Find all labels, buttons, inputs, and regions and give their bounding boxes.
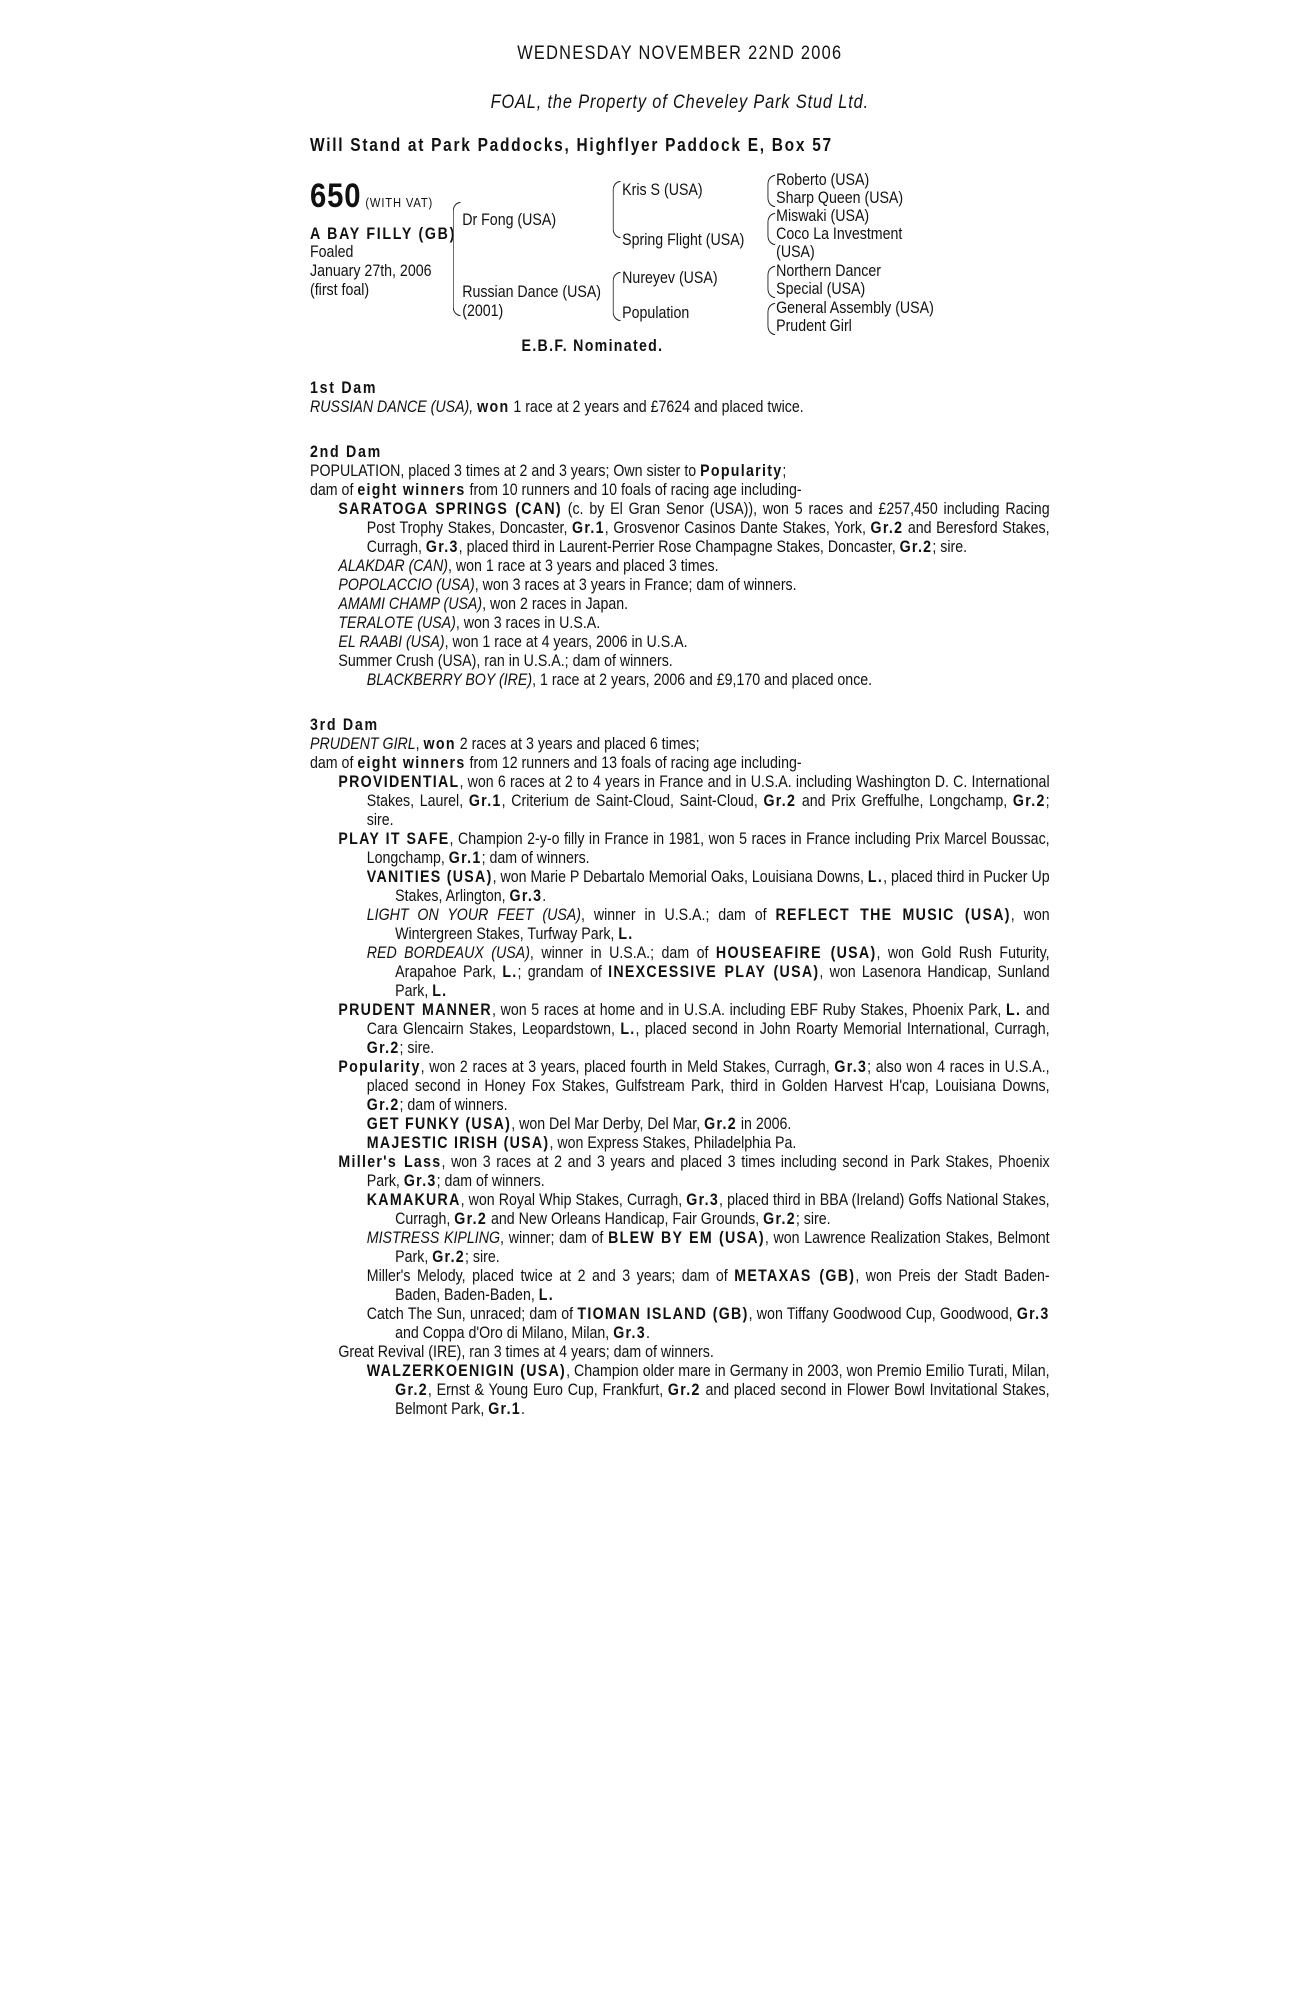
entry-el-raabi: EL RAABI (USA), won 1 race at 4 years, 2006 in U.S.A. <box>338 633 688 651</box>
entry-walzerkoenigin: WALZERKOENIGIN (USA), Champion older mare in Germany in 2003, won Premio Emilio Turati, Milan, Gr.2, Ernst & Young Euro Cup, Frankfurt, Gr.2 and placed second in Flower Bowl Invitational Stakes, Belmont Park, Gr.1. <box>366 1362 1050 1418</box>
ancestor-1: Roberto (USA) <box>776 171 870 189</box>
brace-dam <box>613 272 621 321</box>
sire-sire: Kris S (USA) <box>622 181 703 199</box>
sale-date: WEDNESDAY NOVEMBER 22ND 2006 <box>517 43 843 64</box>
entry-millers-melody: Miller's Melody, placed twice at 2 and 3 years; dam of METAXAS (GB), won Preis der Stadt Baden-Baden, Baden-Baden, L. <box>366 1267 1050 1304</box>
ancestor-5: Northern Dancer <box>776 262 882 280</box>
entry-get-funky: GET FUNKY (USA), won Del Mar Derby, Del Mar, Gr.2 in 2006. <box>366 1115 792 1133</box>
lot-description: A BAY FILLY (GB) <box>310 225 457 243</box>
vat-label: (WITH VAT) <box>365 195 434 210</box>
entry-saratoga-springs: SARATOGA SPRINGS (CAN) (c. by El Gran Senor (USA)), won 5 races and £257,450 including Racing Post Trophy Stakes, Doncaster, Gr.1, Grosvenor Casinos Dante Stakes, York, Gr.2 and Beresford Stakes, Curragh, Gr.3, placed third in Laurent-Perrier Rose Champagne Stakes, Doncaster, Gr.2; sire. <box>338 500 1050 556</box>
ancestor-4-origin: (USA) <box>776 243 815 261</box>
ancestor-2: Sharp Queen (USA) <box>776 189 904 207</box>
ancestor-6: Special (USA) <box>776 280 866 298</box>
entry-amami-champ: AMAMI CHAMP (USA), won 2 races in Japan. <box>338 595 629 613</box>
foaled-date: January 27th, 2006 <box>310 262 432 280</box>
sire-name: Dr Fong (USA) <box>462 211 557 229</box>
foaled-label: Foaled <box>310 243 354 261</box>
second-dam-line-1: POPULATION, placed 3 times at 2 and 3 years; Own sister to Popularity; <box>310 462 787 480</box>
entry-light-on-your-feet: LIGHT ON YOUR FEET (USA), winner in U.S.A.; dam of REFLECT THE MUSIC (USA), won Wintergreen Stakes, Turfway Park, L. <box>366 906 1050 943</box>
foal-property-line: FOAL, the Property of Cheveley Park Stud Ltd. <box>490 92 869 113</box>
brace-lot <box>453 202 461 316</box>
sire-dam: Spring Flight (USA) <box>622 231 745 249</box>
dam-year: (2001) <box>462 302 504 320</box>
brace-g1 <box>768 175 776 207</box>
third-dam-line-2: dam of eight winners from 12 runners and 13 foals of racing age including- <box>310 754 802 772</box>
second-dam-line-2: dam of eight winners from 10 runners and 10 foals of racing age including- <box>310 481 802 499</box>
entry-millers-lass: Miller's Lass, won 3 races at 2 and 3 years and placed 3 times including second in Park Stakes, Phoenix Park, Gr.3; dam of winners. <box>338 1153 1050 1190</box>
entry-summer-crush: Summer Crush (USA), ran in U.S.A.; dam of winners. <box>338 652 673 670</box>
entry-providential: PROVIDENTIAL, won 6 races at 2 to 4 years in France and in U.S.A. including Washington D. C. International Stakes, Laurel, Gr.1, Criterium de Saint-Cloud, Saint-Cloud, Gr.2 and Prix Greffulhe, Longchamp, Gr.2; sire. <box>338 773 1050 829</box>
entry-red-bordeaux: RED BORDEAUX (USA), winner in U.S.A.; dam of HOUSEAFIRE (USA), won Gold Rush Futurity, Arapahoe Park, L.; grandam of INEXCESSIVE PLAY (USA), won Lasenora Handicap, Sunland Park, L. <box>366 944 1050 1000</box>
first-dam-text: RUSSIAN DANCE (USA), won 1 race at 2 years and £7624 and placed twice. <box>310 398 804 416</box>
foal-note: (first foal) <box>310 281 370 299</box>
dam-dam: Population <box>622 304 690 322</box>
pedigree-table <box>310 171 1050 377</box>
dam-name: Russian Dance (USA) <box>462 283 602 301</box>
third-dam-heading: 3rd Dam <box>310 716 379 734</box>
brace-g3 <box>768 266 776 298</box>
entry-majestic-irish: MAJESTIC IRISH (USA), won Express Stakes, Philadelphia Pa. <box>366 1134 797 1152</box>
ancestor-3: Miswaki (USA) <box>776 207 870 225</box>
ancestor-4: Coco La Investment <box>776 225 903 243</box>
entry-popularity: Popularity, won 2 races at 3 years, placed fourth in Meld Stakes, Curragh, Gr.3; also won 4 races in U.S.A., placed second in Honey Fox Stakes, Gulfstream Park, third in Golden Harvest H'cap, Louisiana Downs, Gr.2; dam of winners. <box>338 1058 1050 1114</box>
third-dam-line-1: PRUDENT GIRL, won 2 races at 3 years and placed 6 times; <box>310 735 700 753</box>
entry-kamakura: KAMAKURA, won Royal Whip Stakes, Curragh, Gr.3, placed third in BBA (Ireland) Goffs National Stakes, Curragh, Gr.2 and New Orleans Handicap, Fair Grounds, Gr.2; sire. <box>366 1191 1050 1228</box>
ancestor-8: Prudent Girl <box>776 317 852 335</box>
stand-location: Will Stand at Park Paddocks, Highflyer Paddock E, Box 57 <box>310 135 833 155</box>
entry-prudent-manner: PRUDENT MANNER, won 5 races at home and in U.S.A. including EBF Ruby Stakes, Phoenix Park, L. and Cara Glencairn Stakes, Leopardstown, L., placed second in John Roarty Memorial International, Curragh, Gr.2; sire. <box>338 1001 1050 1057</box>
entry-blackberry-boy: BLACKBERRY BOY (IRE), 1 race at 2 years, 2006 and £9,170 and placed once. <box>366 671 873 689</box>
entry-teralote: TERALOTE (USA), won 3 races in U.S.A. <box>338 614 601 632</box>
lot-number-row <box>310 177 433 215</box>
dam-sire: Nureyev (USA) <box>622 269 718 287</box>
entry-vanities: VANITIES (USA), won Marie P Debartalo Memorial Oaks, Louisiana Downs, L., placed third in Pucker Up Stakes, Arlington, Gr.3. <box>366 868 1050 905</box>
ancestor-7: General Assembly (USA) <box>776 299 934 317</box>
brace-sire <box>613 181 621 238</box>
entry-popolaccio: POPOLACCIO (USA), won 3 races at 3 years in France; dam of winners. <box>338 576 797 594</box>
brace-g2 <box>768 213 776 245</box>
second-dam-heading: 2nd Dam <box>310 443 382 461</box>
lot-number: 650 <box>310 177 362 215</box>
entry-play-it-safe: PLAY IT SAFE, Champion 2-y-o filly in France in 1981, won 5 races in France including Prix Marcel Boussac, Longchamp, Gr.1; dam of winners. <box>338 830 1050 867</box>
first-dam-heading: 1st Dam <box>310 379 378 397</box>
entry-mistress-kipling: MISTRESS KIPLING, winner; dam of BLEW BY EM (USA), won Lawrence Realization Stakes, Belmont Park, Gr.2; sire. <box>366 1229 1050 1266</box>
catalogue-page <box>310 44 1050 1419</box>
brace-g4 <box>768 303 776 335</box>
ebf-nominated: E.B.F. Nominated. <box>521 337 664 355</box>
entry-catch-the-sun: Catch The Sun, unraced; dam of TIOMAN ISLAND (GB), won Tiffany Goodwood Cup, Goodwood, Gr.3 and Coppa d'Oro di Milano, Milan, Gr.3. <box>366 1305 1050 1342</box>
entry-great-revival: Great Revival (IRE), ran 3 times at 4 years; dam of winners. <box>338 1343 714 1361</box>
entry-alakdar: ALAKDAR (CAN), won 1 race at 3 years and placed 3 times. <box>338 557 719 575</box>
